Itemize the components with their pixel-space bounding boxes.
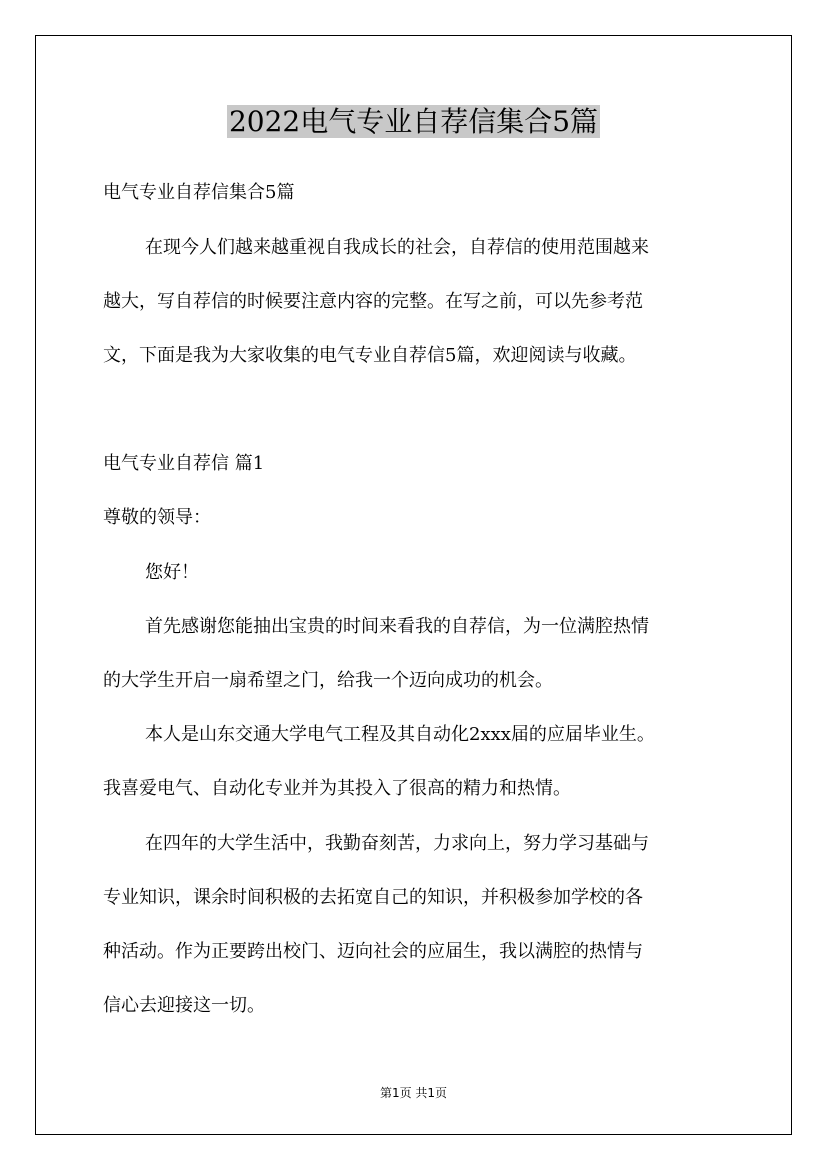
paragraph-3-line-2: 专业知识，课余时间积极的去拓宽自己的知识，并积极参加学校的各 bbox=[103, 887, 643, 908]
paragraph-2-line-1: 本人是山东交通大学电气工程及其自动化2xxx届的应届毕业生。 bbox=[145, 724, 655, 745]
subtitle: 电气专业自荐信集合5篇 bbox=[103, 182, 295, 203]
paragraph-1-line-2: 的大学生开启一扇希望之门，给我一个迈向成功的机会。 bbox=[103, 670, 553, 691]
greeting: 您好！ bbox=[145, 562, 199, 583]
intro-line-3: 文，下面是我为大家收集的电气专业自荐信5篇，欢迎阅读与收藏。 bbox=[103, 345, 637, 366]
paragraph-1-line-1: 首先感谢您能抽出宝贵的时间来看我的自荐信，为一位满腔热情 bbox=[145, 616, 649, 637]
paragraph-3-line-3: 种活动。作为正要跨出校门、迈向社会的应届生，我以满腔的热情与 bbox=[103, 941, 643, 962]
section-heading: 电气专业自荐信 篇1 bbox=[103, 453, 265, 474]
paragraph-3-line-4: 信心去迎接这一切。 bbox=[103, 995, 265, 1016]
page-footer: 第1页 共1页 bbox=[379, 1086, 448, 1100]
document-title: 2022电气专业自荐信集合5篇 bbox=[228, 105, 599, 138]
intro-line-1: 在现今人们越来越重视自我成长的社会，自荐信的使用范围越来 bbox=[145, 237, 649, 258]
paragraph-3-line-1: 在四年的大学生活中，我勤奋刻苦，力求向上，努力学习基础与 bbox=[145, 833, 649, 854]
paragraph-2-line-2: 我喜爱电气、自动化专业并为其投入了很高的精力和热情。 bbox=[103, 778, 571, 799]
intro-line-2: 越大，写自荐信的时候要注意内容的完整。在写之前，可以先参考范 bbox=[103, 291, 643, 312]
salutation: 尊敬的领导： bbox=[103, 507, 211, 528]
